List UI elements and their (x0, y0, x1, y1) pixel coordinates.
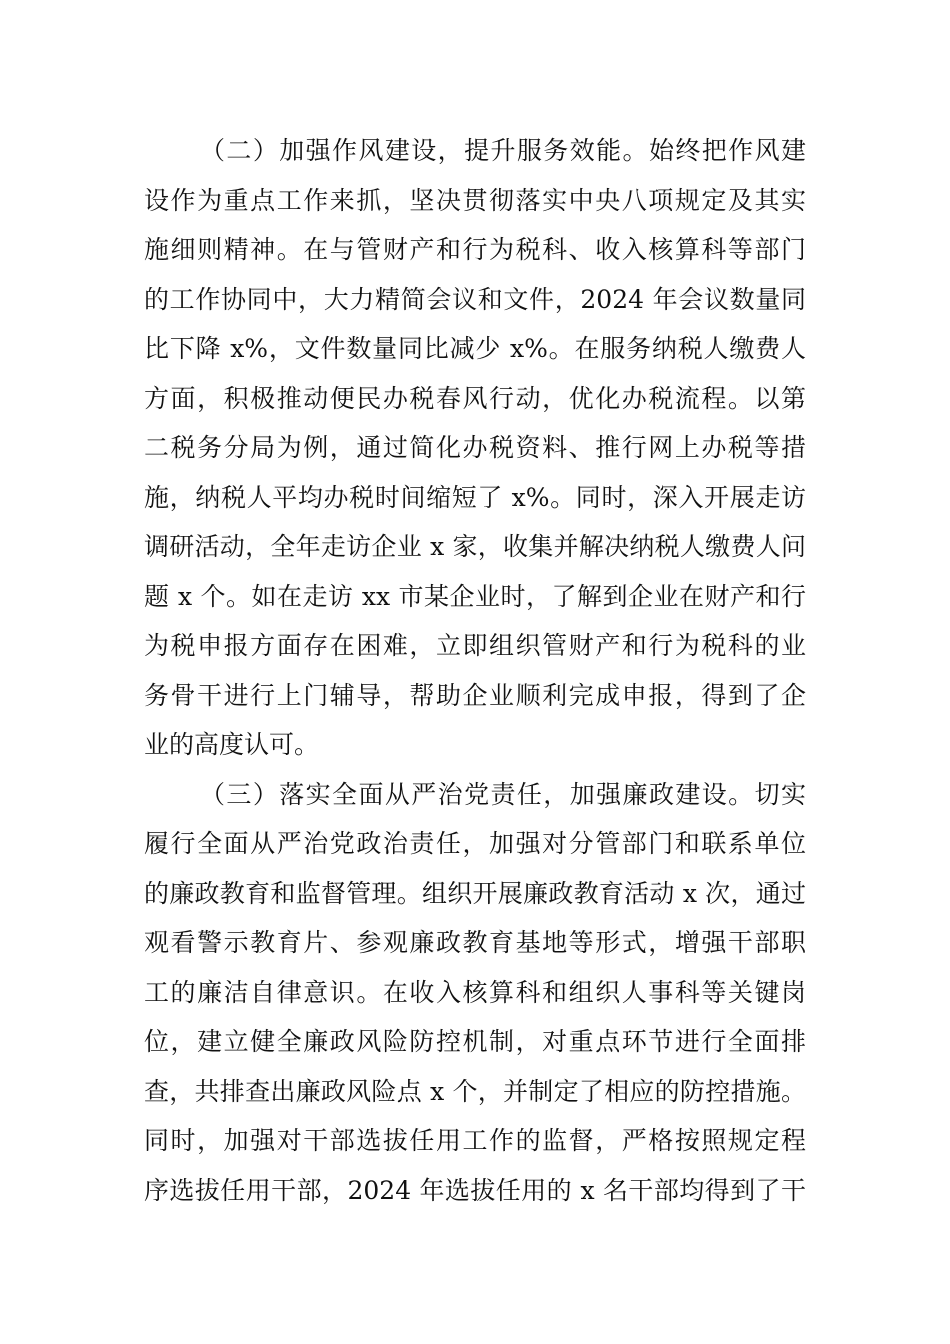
text-line: 序选拔任用干部，2024 年选拔任用的 x 名干部均得到了干 (144, 1175, 806, 1205)
text-line: （三）落实全面从严治党责任，加强廉政建设。切实 (200, 779, 806, 809)
text-line: 比下降 x%，文件数量同比减少 x%。在服务纳税人缴费人 (144, 334, 806, 363)
text-line: 工的廉洁自律意识。在收入核算科和组织人事科等关键岗 (144, 977, 806, 1007)
text-line: 位，建立健全廉政风险防控机制，对重点环节进行全面排 (144, 1027, 806, 1056)
text-line: 同时，加强对干部选拔任用工作的监督，严格按照规定程 (144, 1126, 806, 1155)
text-line: 务骨干进行上门辅导，帮助企业顺利完成申报，得到了企 (144, 680, 806, 710)
text-line: 题 x 个。如在走访 xx 市某企业时，了解到企业在财产和行 (144, 581, 806, 611)
text-line: 查，共排查出廉政风险点 x 个，并制定了相应的防控措施。 (144, 1076, 806, 1106)
text-line: 施，纳税人平均办税时间缩短了 x%。同时，深入开展走访 (144, 482, 806, 512)
text-line: 方面，积极推动便民办税春风行动，优化办税流程。以第 (144, 383, 806, 413)
text-line: 施细则精神。在与管财产和行为税科、收入核算科等部门 (144, 235, 806, 264)
paragraph-party-discipline (144, 770, 806, 1216)
text-line: 业的高度认可。 (144, 730, 320, 759)
text-line: 为税申报方面存在困难，立即组织管财产和行为税科的业 (144, 631, 806, 660)
text-line: （二）加强作风建设，提升服务效能。始终把作风建 (200, 136, 806, 165)
text-line: 的工作协同中，大力精简会议和文件，2024 年会议数量同 (144, 284, 806, 314)
paragraph-work-style (144, 126, 806, 770)
text-line: 二税务分局为例，通过简化办税资料、推行网上办税等措 (144, 433, 806, 462)
text-line: 履行全面从严治党政治责任，加强对分管部门和联系单位 (144, 829, 806, 858)
text-line: 设作为重点工作来抓，坚决贯彻落实中央八项规定及其实 (144, 185, 806, 215)
document-body (144, 126, 806, 1215)
text-line: 的廉政教育和监督管理。组织开展廉政教育活动 x 次，通过 (144, 878, 806, 908)
text-line: 观看警示教育片、参观廉政教育基地等形式，增强干部职 (144, 928, 806, 957)
text-line: 调研活动，全年走访企业 x 家，收集并解决纳税人缴费人问 (144, 532, 806, 561)
